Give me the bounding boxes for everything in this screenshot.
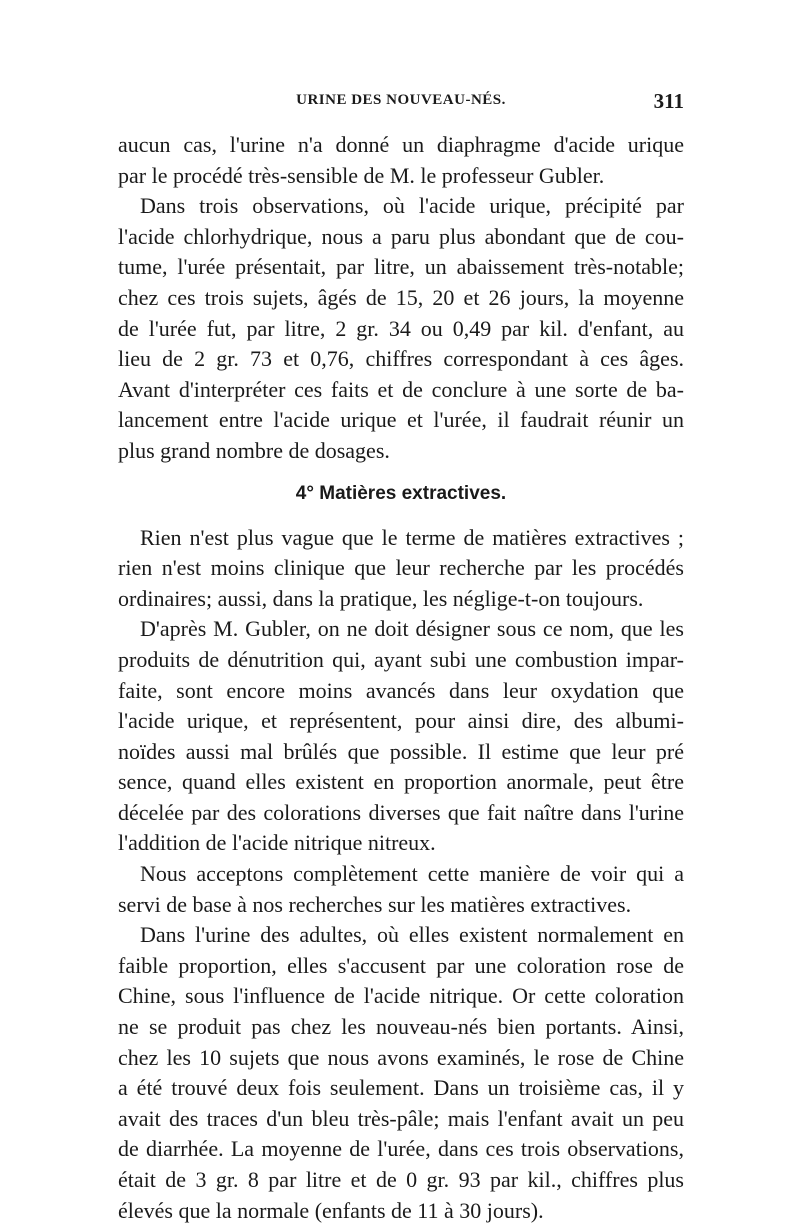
text-line: plus grand nombre de dosages.: [118, 437, 390, 463]
text-line: était de 3 gr. 8 par litre et de 0 gr. 93 par kil., chiffres plus: [118, 1167, 684, 1192]
section-heading: 4° Matières extractives.: [295, 482, 507, 504]
text-line: de diarrhée. La moyenne de l'urée, dans ces trois observations,: [118, 1136, 684, 1162]
text-line: faite, sont encore moins avancés dans leur oxydation que: [118, 677, 684, 703]
body-text: [118, 130, 684, 1226]
text-line: produits de dénutrition qui, ayant subi une combustion impar-: [118, 646, 684, 672]
text-line: Chine, sous l'influence de l'acide nitrique. Or cette coloration: [118, 983, 684, 1009]
text-line: avait des traces d'un bleu très-pâle; mais l'enfant avait un peu: [118, 1105, 684, 1131]
running-title: URINE DES NOUVEAU-NÉS.: [296, 92, 506, 108]
text-line: sence, quand elles existent en proportion anormale, peut être: [118, 769, 684, 795]
text-line: élevés que la normale (enfants de 11 à 30 jours).: [118, 1197, 544, 1223]
page-number: 311: [653, 89, 684, 113]
text-line: Dans trois observations, où l'acide urique, précipité par: [140, 193, 684, 219]
text-line: servi de base à nos recherches sur les matières extractives.: [118, 891, 632, 917]
text-line: Dans l'urine des adultes, où elles existent normalement en: [140, 922, 684, 948]
text-line: lieu de 2 gr. 73 et 0,76, chiffres correspondant à ces âges.: [118, 346, 684, 372]
running-head: [118, 89, 684, 116]
text-line: Rien n'est plus vague que le terme de matières extractives ;: [140, 524, 684, 550]
text-line: faible proportion, elles s'accusent par une coloration rose de: [118, 952, 684, 978]
text-line: de l'urée fut, par litre, 2 gr. 34 ou 0,49 par kil. d'enfant, au: [118, 315, 684, 341]
text-line: décelée par des colorations diverses que fait naître dans l'urine: [118, 799, 684, 825]
text-line: D'après M. Gubler, on ne doit désigner sous ce nom, que les: [140, 616, 684, 642]
text-line: l'acide urique, et représentent, pour ainsi dire, des albumi-: [118, 708, 684, 734]
text-line: noïdes aussi mal brûlés que possible. Il estime que leur pré: [118, 738, 684, 764]
text-line: aucun cas, l'urine n'a donné un diaphragme d'acide urique: [118, 132, 684, 157]
text-line: tume, l'urée présentait, par litre, un abaissement très-notable;: [118, 254, 684, 280]
text-line: Avant d'interpréter ces faits et de conclure à une sorte de ba-: [118, 376, 684, 402]
text-line: lancement entre l'acide urique et l'urée, il faudrait réunir un: [118, 407, 684, 433]
text-line: rien n'est moins clinique que leur recherche par les procédés: [118, 555, 684, 581]
text-line: ne se produit pas chez les nouveau-nés bien portants. Ainsi,: [118, 1014, 684, 1040]
text-line: a été trouvé deux fois seulement. Dans un troisième cas, il y: [118, 1075, 684, 1101]
text-line: l'addition de l'acide nitrique nitreux.: [118, 830, 436, 856]
text-line: chez ces trois sujets, âgés de 15, 20 et 26 jours, la moyenne: [118, 284, 684, 310]
text-line: par le procédé très-sensible de M. le professeur Gubler.: [118, 162, 605, 188]
text-line: chez les 10 sujets que nous avons examinés, le rose de Chine: [118, 1044, 684, 1070]
text-line: Nous acceptons complètement cette manière de voir qui a: [140, 861, 684, 887]
text-line: l'acide chlorhydrique, nous a paru plus abondant que de cou-: [118, 223, 684, 249]
text-line: ordinaires; aussi, dans la pratique, les néglige-t-on toujours.: [118, 585, 644, 611]
